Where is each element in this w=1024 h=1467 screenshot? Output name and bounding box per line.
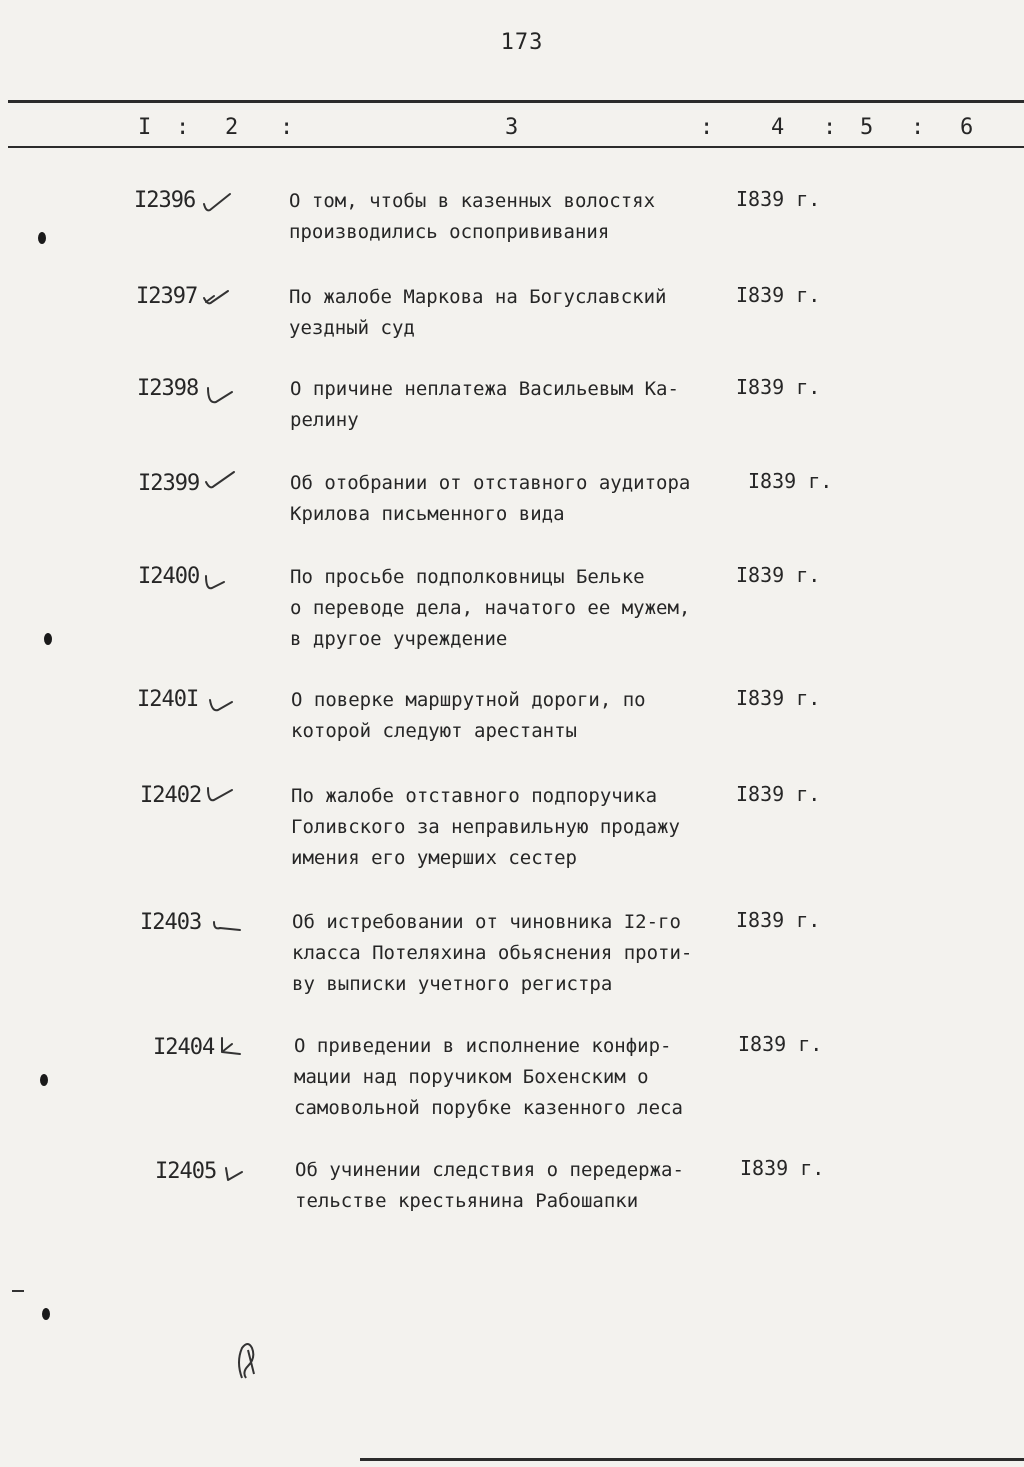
column-header-1: I [138, 115, 152, 140]
entry-year: I839 г. [736, 686, 821, 710]
binding-hole [44, 633, 52, 645]
binding-hole [40, 1074, 48, 1086]
entry-year: I839 г. [736, 782, 821, 806]
checkmark-icon [200, 192, 234, 214]
header-top-rule [8, 100, 1024, 103]
entry-description-line: мации над поручиком Бохенским о [294, 1066, 649, 1088]
entry-description-line: О том, чтобы в казенных волостях [289, 190, 656, 212]
checkmark-icon [204, 384, 238, 406]
entry-description-line: релину [290, 409, 359, 431]
checkmark-icon [204, 784, 238, 806]
entry-description-line: которой следуют арестанты [291, 720, 577, 742]
entry-year: I839 г. [736, 563, 821, 587]
entry-description-line: Об истребовании от чиновника I2-го [292, 911, 681, 933]
entry-description-line: По жалобе отставного подпоручика [291, 785, 658, 807]
checkmark-icon [218, 1036, 252, 1058]
column-separator: : [911, 115, 925, 140]
checkmark-icon [222, 1164, 256, 1186]
margin-mark [12, 1290, 24, 1292]
header-bottom-rule [8, 146, 1024, 148]
entry-number: I2399 [138, 471, 200, 496]
handwritten-mark-icon [232, 1338, 262, 1382]
entry-year: I839 г. [736, 283, 821, 307]
entry-number: I240I [137, 687, 199, 712]
page-number: 173 [500, 30, 544, 55]
entry-description-line: По просьбе подполковницы Бельке [290, 566, 645, 588]
entry-description-line: тельстве крестьянина Рабошапки [295, 1190, 639, 1212]
entry-description-line: Крилова письменного вида [290, 503, 565, 525]
column-header-3: 3 [505, 115, 519, 140]
entry-number: I2402 [140, 783, 202, 808]
entry-number: I2405 [155, 1159, 217, 1184]
entry-number: I2398 [137, 376, 199, 401]
entry-description-line: самовольной порубке казенного леса [294, 1097, 683, 1119]
checkmark-icon [206, 694, 240, 716]
entry-description-line: производились оспопрививания [289, 221, 610, 243]
binding-hole [42, 1308, 50, 1320]
entry-description-line: Голивского за неправильную продажу [291, 816, 680, 838]
entry-description-line: О причине неплатежа Васильевым Ка- [290, 378, 679, 400]
entry-description-line: класса Потеляхина обьяснения проти- [292, 942, 693, 964]
entry-description-line: О поверке маршрутной дороги, по [291, 689, 646, 711]
entry-description-line: в другое учреждение [290, 628, 508, 650]
entry-year: I839 г. [740, 1156, 825, 1180]
entry-description-line: По жалобе Маркова на Богуславский [289, 286, 667, 308]
entry-description-line: О приведении в исполнение конфир- [294, 1035, 672, 1057]
column-separator: : [823, 115, 837, 140]
entry-description-line: Об отобрании от отставного аудитора [290, 472, 691, 494]
entry-description-line: о переводе дела, начатого ее мужем, [290, 597, 691, 619]
entry-number: I2400 [138, 564, 200, 589]
entry-number: I2403 [140, 910, 202, 935]
entry-number: I2396 [134, 188, 196, 213]
checkmark-icon [210, 918, 244, 940]
entry-year: I839 г. [736, 908, 821, 932]
page-bottom-rule [360, 1458, 1024, 1461]
entry-number: I2404 [153, 1035, 215, 1060]
column-separator: : [700, 115, 714, 140]
entry-description-line: Об учинении следствия о передержа- [295, 1159, 684, 1181]
checkmark-icon [200, 288, 234, 310]
binding-hole [38, 232, 46, 244]
checkmark-icon [202, 470, 236, 492]
column-separator: : [176, 115, 190, 140]
entry-description-line: ву выписки учетного регистра [292, 973, 613, 995]
entry-number: I2397 [136, 284, 198, 309]
column-header-6: 6 [960, 115, 974, 140]
column-header-5: 5 [860, 115, 874, 140]
entry-description-line: уездный суд [289, 317, 415, 339]
entry-year: I839 г. [748, 469, 833, 493]
entry-year: I839 г. [738, 1032, 823, 1056]
column-header-4: 4 [771, 115, 785, 140]
entry-description-line: имения его умерших сестер [291, 847, 577, 869]
checkmark-icon [202, 572, 236, 594]
entry-year: I839 г. [736, 187, 821, 211]
column-header-2: 2 [225, 115, 239, 140]
column-separator: : [280, 115, 294, 140]
entry-year: I839 г. [736, 375, 821, 399]
